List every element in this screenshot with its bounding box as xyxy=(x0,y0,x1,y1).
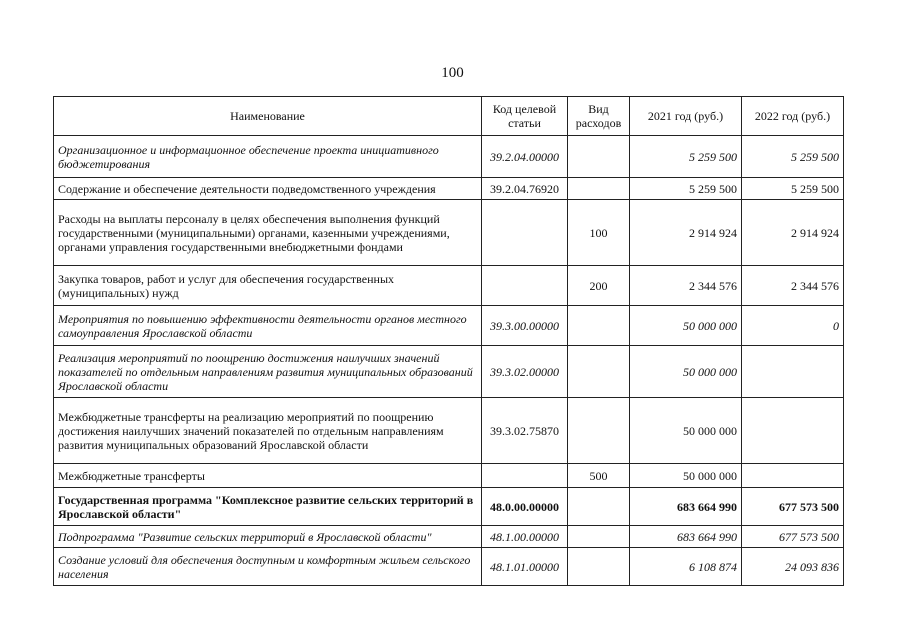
cell-2022: 24 093 836 xyxy=(742,548,844,586)
cell-2021: 2 344 576 xyxy=(630,266,742,306)
cell-code: 48.1.01.00000 xyxy=(482,548,568,586)
cell-code: 39.2.04.00000 xyxy=(482,136,568,178)
table-row xyxy=(54,488,844,526)
cell-2021: 683 664 990 xyxy=(630,526,742,548)
header-2022: 2022 год (руб.) xyxy=(742,97,844,136)
cell-2021: 50 000 000 xyxy=(630,306,742,346)
table-row xyxy=(54,306,844,346)
table-row xyxy=(54,266,844,306)
cell-name: Содержание и обеспечение деятельности подведомственного учреждения xyxy=(54,178,482,200)
cell-code: 39.3.02.75870 xyxy=(482,398,568,464)
cell-expense-type xyxy=(568,136,630,178)
table-row xyxy=(54,548,844,586)
cell-2022: 5 259 500 xyxy=(742,136,844,178)
cell-2021: 683 664 990 xyxy=(630,488,742,526)
cell-name: Подпрограмма "Развитие сельских территорий в Ярославской области" xyxy=(54,526,482,548)
cell-2022 xyxy=(742,346,844,398)
cell-2022 xyxy=(742,398,844,464)
cell-code: 39.3.02.00000 xyxy=(482,346,568,398)
cell-name: Мероприятия по повышению эффективности деятельности органов местного самоуправления Ярославской области xyxy=(54,306,482,346)
cell-name: Закупка товаров, работ и услуг для обеспечения государственных (муниципальных) нужд xyxy=(54,266,482,306)
header-code: Код целевой статьи xyxy=(482,97,568,136)
cell-expense-type: 500 xyxy=(568,464,630,488)
cell-expense-type xyxy=(568,398,630,464)
cell-2022: 2 344 576 xyxy=(742,266,844,306)
cell-expense-type xyxy=(568,306,630,346)
cell-name: Государственная программа "Комплексное развитие сельских территорий в Ярославской области" xyxy=(54,488,482,526)
cell-expense-type: 200 xyxy=(568,266,630,306)
cell-expense-type: 100 xyxy=(568,200,630,266)
cell-code xyxy=(482,266,568,306)
budget-table xyxy=(53,96,844,586)
header-name: Наименование xyxy=(54,97,482,136)
cell-2022 xyxy=(742,464,844,488)
header-expense-type: Вид расходов xyxy=(568,97,630,136)
cell-name: Реализация мероприятий по поощрению достижения наилучших значений показателей по отдельным направлениям развития муниципальных образований Ярославской области xyxy=(54,346,482,398)
cell-name: Создание условий для обеспечения доступным и комфортным жильем сельского населения xyxy=(54,548,482,586)
cell-2021: 6 108 874 xyxy=(630,548,742,586)
cell-2021: 50 000 000 xyxy=(630,464,742,488)
cell-name: Межбюджетные трансферты xyxy=(54,464,482,488)
table-row xyxy=(54,136,844,178)
cell-name: Расходы на выплаты персоналу в целях обеспечения выполнения функций государственными (муниципальными) органами, казенными учреждениями, органами управления государственными внебюджетными фондами xyxy=(54,200,482,266)
cell-2022: 5 259 500 xyxy=(742,178,844,200)
cell-2022: 0 xyxy=(742,306,844,346)
table-row xyxy=(54,526,844,548)
header-2021: 2021 год (руб.) xyxy=(630,97,742,136)
cell-2021: 5 259 500 xyxy=(630,178,742,200)
cell-expense-type xyxy=(568,488,630,526)
table-row xyxy=(54,398,844,464)
cell-name: Межбюджетные трансферты на реализацию мероприятий по поощрению достижения наилучших значений показателей по отдельным направлениям развития муниципальных образований Ярославской области xyxy=(54,398,482,464)
cell-code: 39.3.00.00000 xyxy=(482,306,568,346)
cell-expense-type xyxy=(568,548,630,586)
cell-expense-type xyxy=(568,178,630,200)
cell-2022: 677 573 500 xyxy=(742,526,844,548)
cell-code xyxy=(482,464,568,488)
page-number: 100 xyxy=(441,65,464,81)
cell-2021: 2 914 924 xyxy=(630,200,742,266)
table-row xyxy=(54,346,844,398)
cell-code: 48.0.00.00000 xyxy=(482,488,568,526)
cell-expense-type xyxy=(568,346,630,398)
table-row xyxy=(54,464,844,488)
table-header-row xyxy=(54,97,844,136)
cell-name: Организационное и информационное обеспечение проекта инициативного бюджетирования xyxy=(54,136,482,178)
table-row xyxy=(54,178,844,200)
cell-2022: 2 914 924 xyxy=(742,200,844,266)
table-row xyxy=(54,200,844,266)
cell-2021: 50 000 000 xyxy=(630,398,742,464)
cell-2022: 677 573 500 xyxy=(742,488,844,526)
cell-code: 48.1.00.00000 xyxy=(482,526,568,548)
cell-2021: 5 259 500 xyxy=(630,136,742,178)
cell-2021: 50 000 000 xyxy=(630,346,742,398)
table-body xyxy=(54,136,844,586)
cell-expense-type xyxy=(568,526,630,548)
cell-code xyxy=(482,200,568,266)
cell-code: 39.2.04.76920 xyxy=(482,178,568,200)
